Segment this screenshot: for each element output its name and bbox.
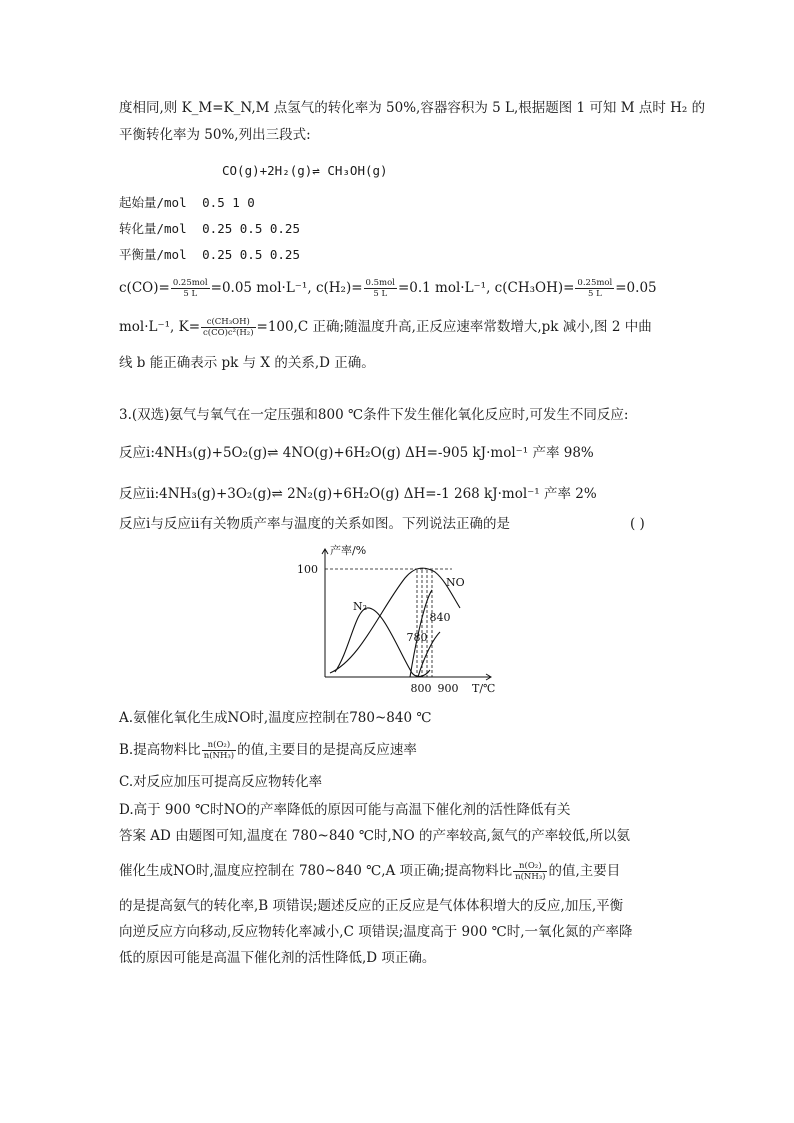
- concentration-line: c(CO)= $\frac{\text{0.25mol}}{5 L}$ =0.05 mol·L⁻¹, c(H₂)= $\frac{\text{0.5mol}}{5 L}$ =0.1 mol·L⁻¹, c(CH₃OH)= $\frac{\text{0.25mol}}{5 L}$ =0.05: [119, 278, 657, 299]
- row-label: 转化量/mol: [119, 221, 187, 236]
- y-tick-label: 100: [297, 563, 318, 576]
- row-values: 0.5 1 0: [202, 195, 255, 210]
- inner-label: 780: [406, 631, 428, 644]
- answer-line-3: 的是提高氨气的转化率,B 项错误;题述反应的正反应是气体体积增大的反应,加压,平衡: [119, 898, 624, 914]
- row-values: 0.25 0.5 0.25: [202, 221, 300, 236]
- fraction: $\frac{\text{0.5mol}}{5 L}$: [365, 278, 395, 299]
- q3-ask: 反应ⅰ与反应ⅱ有关物质产率与温度的关系如图。下列说法正确的是: [119, 516, 510, 532]
- x-tick-label: 900: [437, 682, 459, 695]
- option-c: C.对反应加压可提高反应物转化率: [119, 774, 323, 790]
- fraction: $\frac{\text{c(CH₃OH)}}{\text{c(CO)c²(H₂)}}$: [203, 317, 254, 338]
- row-equilibrium: [119, 245, 300, 265]
- yield-temperature-chart: [290, 540, 500, 700]
- inner-label: 840: [429, 611, 451, 624]
- q3-reaction-2: 反应ⅱ:4NH₃(g)+3O₂(g)⇌ 2N₂(g)+6H₂O(g) ΔH=-1 268 kJ·mol⁻¹ 产率 2%: [119, 486, 597, 502]
- x-axis-label: T/℃: [472, 682, 496, 695]
- row-values: 0.25 0.5 0.25: [202, 247, 300, 262]
- answer-line-5: 低的原因可能是高温下催化剂的活性降低,D 项正确。: [119, 950, 436, 966]
- option-b: B.提高物料比 $\frac{\text{n(O₂)}}{\text{n(NH₃)}}$ 的值,主要目的是提高反应速率: [119, 740, 417, 761]
- y-axis-label: 产率/%: [330, 544, 367, 557]
- row-label: 平衡量/mol: [119, 247, 187, 262]
- row-start: [119, 193, 255, 213]
- row-change: [119, 219, 300, 239]
- fraction: $\frac{\text{0.25mol}}{5 L}$: [172, 278, 208, 299]
- option-d: D.高于 900 ℃时NO的产率降低的原因可能与高温下催化剂的活性降低有关: [119, 802, 571, 818]
- answer-paren: ( ): [630, 516, 645, 532]
- fraction: $\frac{\text{n(O₂)}}{\text{n(NH₃)}}$: [203, 740, 235, 761]
- option-a: A.氨催化氧化生成NO时,温度应控制在780~840 ℃: [119, 710, 432, 726]
- q3-reaction-1: 反应ⅰ:4NH₃(g)+5O₂(g)⇌ 4NO(g)+6H₂O(g) ΔH=-905 kJ·mol⁻¹ 产率 98%: [119, 445, 594, 461]
- x-tick-label: 800: [410, 682, 432, 695]
- equation-co-h2: CO(g)+2H₂(g)⇌ CH₃OH(g): [222, 163, 388, 178]
- k-line: mol·L⁻¹, K= $\frac{\text{c(CH₃OH)}}{\text{c(CO)c²(H₂)}}$ =100,C 正确;随温度升高,正反应速率常数增大,pk 减小,图 2 中曲: [119, 317, 652, 338]
- answer-line-4: 向逆反应方向移动,反应物转化率减小,C 项错误;温度高于 900 ℃时,一氧化氮的产率降: [119, 924, 633, 940]
- intro-line-1: 度相同,则 K_M=K_N,M 点氢气的转化率为 50%,容器容积为 5 L,根据题图 1 可知 M 点时 H₂ 的: [119, 100, 706, 116]
- series-label-n2: N₂: [352, 600, 368, 613]
- row-label: 起始量/mol: [119, 195, 187, 210]
- series-label-no: NO: [446, 576, 465, 589]
- intro-last-line: 线 b 能正确表示 pk 与 X 的关系,D 正确。: [119, 355, 375, 371]
- intro-line-2: 平衡转化率为 50%,列出三段式:: [119, 127, 311, 143]
- q3-stem: 3.(双选)氨气与氧气在一定压强和800 ℃条件下发生催化氧化反应时,可发生不同反应:: [119, 407, 629, 423]
- answer-line-2: 催化生成NO时,温度应控制在 780~840 ℃,A 项正确;提高物料比 $\frac{\text{n(O₂)}}{\text{n(NH₃)}}$ 的值,主要目: [119, 861, 621, 882]
- fraction: $\frac{\text{0.25mol}}{5 L}$: [577, 278, 613, 299]
- fraction: $\frac{\text{n(O₂)}}{\text{n(NH₃)}}$: [515, 861, 546, 882]
- answer-line-1: 答案 AD 由题图可知,温度在 780~840 ℃时,NO 的产率较高,氮气的产率较低,所以氨: [119, 828, 631, 844]
